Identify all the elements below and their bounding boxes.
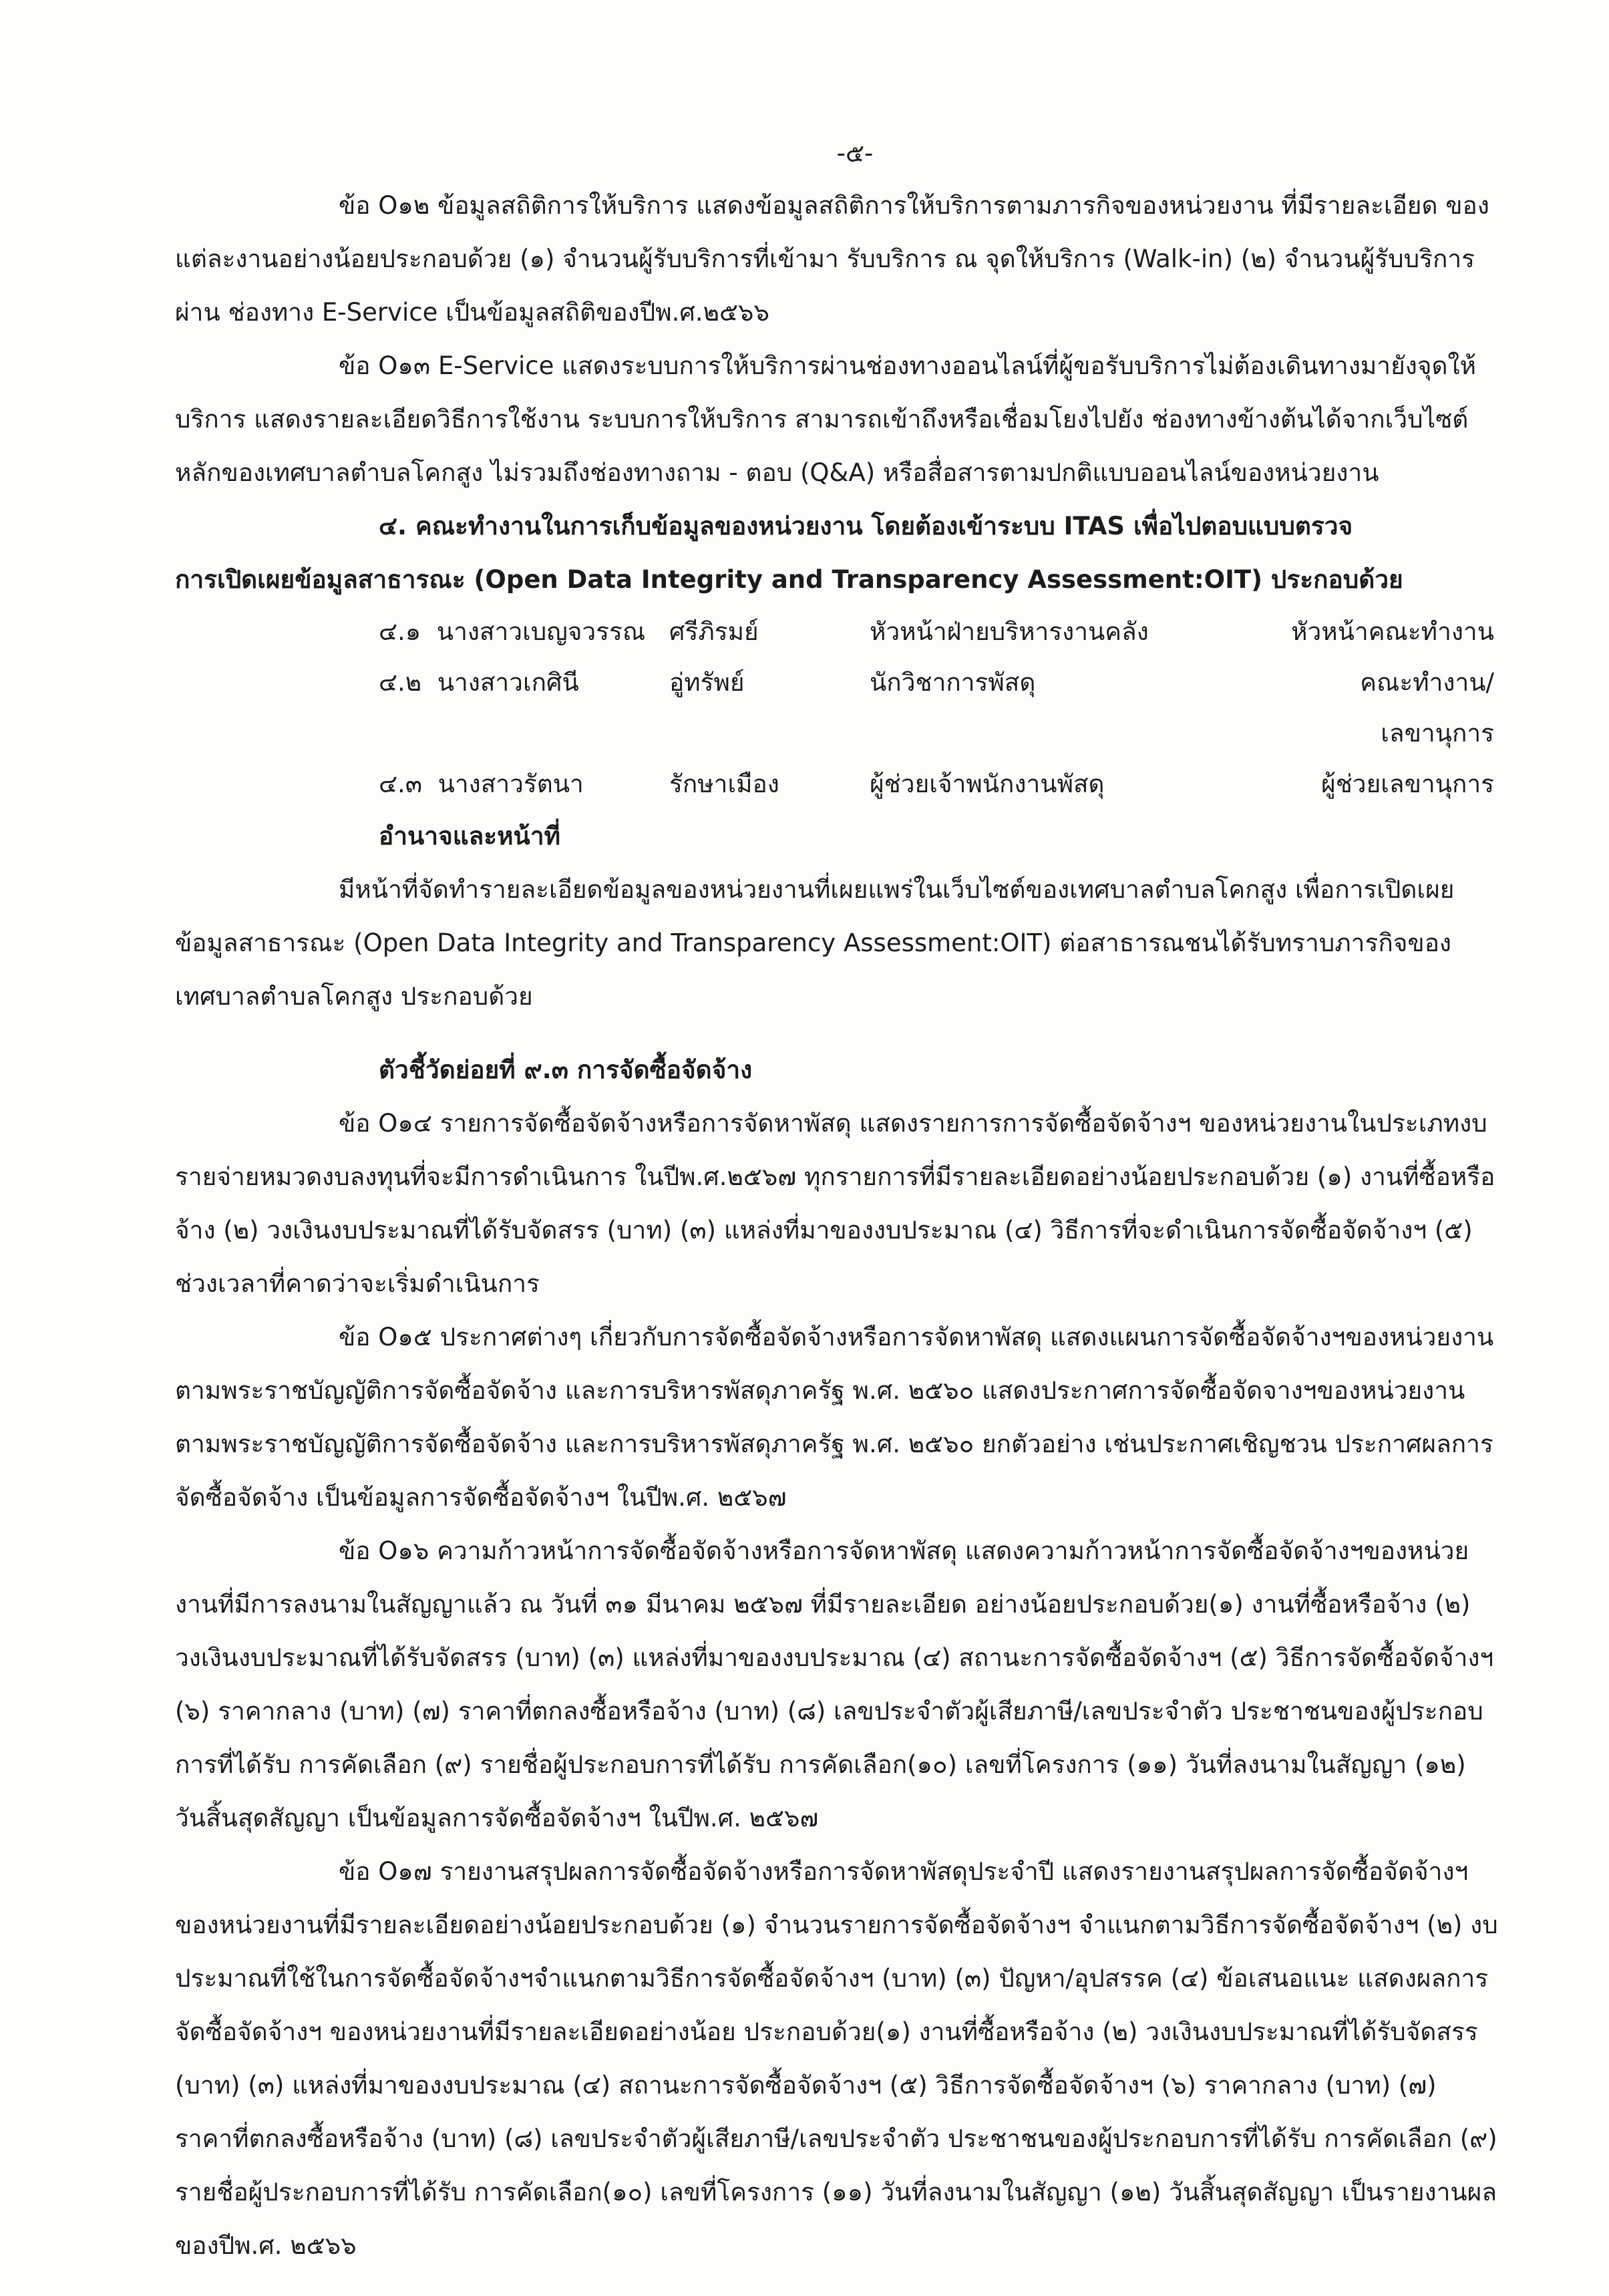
member-surname: รักษาเมือง bbox=[669, 770, 779, 798]
member-no-name: ๔.๒ นางสาวเกศินี bbox=[379, 668, 579, 697]
section-4-heading: ๔. คณะทำงานในการเก็บข้อมูลของหน่วยงาน โดยต้องเข้าระบบ ITAS เพื่อไปตอบแบบตรวจ bbox=[379, 512, 1353, 540]
member-role: ผู้ช่วยเลขานุการ bbox=[1321, 770, 1494, 798]
member-role: หัวหน้าคณะทำงาน bbox=[1291, 617, 1494, 646]
member-surname: อู่ทรัพย์ bbox=[669, 668, 745, 697]
member-no-name: ๔.๓ นางสาวรัตนา bbox=[379, 770, 584, 798]
page-number: -๕- bbox=[836, 139, 874, 168]
member-position: ผู้ช่วยเจ้าพนักงานพัสดุ bbox=[870, 770, 1105, 798]
indicator-heading: ตัวชี้วัดย่อยที่ ๙.๓ การจัดซื้อจัดจ้าง bbox=[379, 1055, 753, 1084]
member-row bbox=[175, 657, 1501, 759]
authority-text: มีหน้าที่จัดทำรายละเอียดข้อมูลของหน่วยงานที่เผยแพร่ในเว็บไซต์ของเทศบาลตำบลโคกสูง เพื่อการเปิดเผยข้อมูลสาธารณะ (Open Data Integrity and Transparency Assessment:OIT) ต่อสาธารณชนได้รับทราบภารกิจของเทศบาลตำบลโคกสูง ประกอบด้วย bbox=[175, 875, 1455, 1011]
member-position: หัวหน้าฝ่ายบริหารงานคลัง bbox=[870, 617, 1149, 646]
section-4-heading-cont: การเปิดเผยข้อมูลสาธารณะ (Open Data Integrity and Transparency Assessment:OIT) ประกอบด้วย bbox=[175, 565, 1403, 594]
member-row bbox=[175, 759, 1501, 810]
paragraph-o14: ข้อ O๑๔ รายการจัดซื้อจัดจ้างหรือการจัดหาพัสดุ แสดงรายการการจัดซื้อจัดจ้างฯ ของหน่วยงานในประเภทงบรายจ่ายหมวดงบลงทุนที่จะมีการดำเนินการ ในปีพ.ศ.๒๕๖๗ ทุกรายการที่มีรายละเอียดอย่างน้อยประกอบด้วย (๑) งานที่ซื้อหรือจ้าง (๒) วงเงินงบประมาณที่ได้รับจัดสรร (บาท) (๓) แหล่งที่มาของงบประมาณ (๔) วิธีการที่จะดำเนินการจัดซื้อจัดจ้างฯ (๕) ช่วงเวลาที่คาดว่าจะเริ่มดำเนินการ bbox=[175, 1109, 1495, 1298]
paragraph-o12: ข้อ O๑๒ ข้อมูลสถิติการให้บริการ แสดงข้อมูลสถิติการให้บริการตามภารกิจของหน่วยงาน ที่มีรายละเอียด ของแต่ละงานอย่างน้อยประกอบด้วย (๑) จำนวนผู้รับบริการที่เข้ามา รับบริการ ณ จุดให้บริการ (Walk-in) (๒) จำนวนผู้รับบริการผ่าน ช่องทาง E-Service เป็นข้อมูลสถิติของปีพ.ศ.๒๕๖๖ bbox=[175, 191, 1489, 327]
member-surname: ศรีภิรมย์ bbox=[669, 617, 759, 646]
member-role: คณะทำงาน/เลขานุการ bbox=[1360, 668, 1494, 748]
paragraph-o15: ข้อ O๑๕ ประกาศต่างๆ เกี่ยวกับการจัดซื้อจัดจ้างหรือการจัดหาพัสดุ แสดงแผนการจัดซื้อจัดจ้างฯของหน่วยงาน ตามพระราชบัญญัติการจัดซื้อจัดจ้าง และการบริหารพัสดุภาครัฐ พ.ศ. ๒๕๖๐ แสดงประกาศการจัดซื้อจัดจางฯของหน่วยงาน ตามพระราชบัญญัติการจัดซื้อจัดจ้าง และการบริหารพัสดุภาครัฐ พ.ศ. ๒๕๖๐ ยกตัวอย่าง เช่นประกาศเชิญชวน ประกาศผลการจัดซื้อจัดจ้าง เป็นข้อมูลการจัดซื้อจัดจ้างฯ ในปีพ.ศ. ๒๕๖๗ bbox=[175, 1323, 1494, 1512]
paragraph-o16: ข้อ O๑๖ ความก้าวหน้าการจัดซื้อจัดจ้างหรือการจัดหาพัสดุ แสดงความก้าวหน้าการจัดซื้อจัดจ้างฯของหน่วยงานที่มีการลงนามในสัญญาแล้ว ณ วันที่ ๓๑ มีนาคม ๒๕๖๗ ที่มีรายละเอียด อย่างน้อยประกอบด้วย(๑) งานที่ซื้อหรือจ้าง (๒) วงเงินงบประมาณที่ได้รับจัดสรร (บาท) (๓) แหล่งที่มาของงบประมาณ (๔) สถานะการจัดซื้อจัดจ้างฯ (๕) วิธีการจัดซื้อจัดจ้างฯ (๖) ราคากลาง (บาท) (๗) ราคาที่ตกลงซื้อหรือจ้าง (บาท) (๘) เลขประจำตัวผู้เสียภาษี/เลขประจำตัว ประชาชนของผู้ประกอบการที่ได้รับ การคัดเลือก (๙) รายชื่อผู้ประกอบการที่ได้รับ การคัดเลือก(๑๐) เลขที่โครงการ (๑๑) วันที่ลงนามในสัญญา (๑๒) วันสิ้นสุดสัญญา เป็นข้อมูลการจัดซื้อจัดจ้างฯ ในปีพ.ศ. ๒๕๖๗ bbox=[175, 1536, 1494, 1832]
member-no-name: ๔.๑ นางสาวเบญจวรรณ bbox=[379, 617, 646, 646]
paragraph-o17: ข้อ O๑๗ รายงานสรุปผลการจัดซื้อจัดจ้างหรือการจัดหาพัสดุประจำปี แสดงรายงานสรุปผลการจัดซื้อจัดจ้างฯ ของหน่วยงานที่มีรายละเอียดอย่างน้อยประกอบด้วย (๑) จำนวนรายการจัดซื้อจัดจ้างฯ จำแนกตามวิธีการจัดซื้อจัดจ้างฯ (๒) งบประมาณที่ใช้ในการจัดซื้อจัดจ้างฯจำแนกตามวิธีการจัดซื้อจัดจ้างฯ (บาท) (๓) ปัญหา/อุปสรรค (๔) ข้อเสนอแนะ แสดงผลการจัดซื้อจัดจ้างฯ ของหน่วยงานที่มีรายละเอียดอย่างน้อย ประกอบด้วย(๑) งานที่ซื้อหรือจ้าง (๒) วงเงินงบประมาณที่ได้รับจัดสรร (บาท) (๓) แหล่งที่มาของงบประมาณ (๔) สถานะการจัดซื้อจัดจ้างฯ (๕) วิธีการจัดซื้อจัดจ้างฯ (๖) ราคากลาง (บาท) (๗) ราคาที่ตกลงซื้อหรือจ้าง (บาท) (๘) เลขประจำตัวผู้เสียภาษี/เลขประจำตัว ประชาชนของผู้ประกอบการที่ได้รับ การคัดเลือก (๙) รายชื่อผู้ประกอบการที่ได้รับ การคัดเลือก(๑๐) เลขที่โครงการ (๑๑) วันที่ลงนามในสัญญา (๑๒) วันสิ้นสุดสัญญา เป็นรายงานผลของปีพ.ศ. ๒๕๖๖ bbox=[175, 1857, 1498, 2260]
member-row bbox=[175, 607, 1501, 657]
document-body bbox=[175, 179, 1501, 2273]
paragraph-o13: ข้อ O๑๓ E-Service แสดงระบบการให้บริการผ่านช่องทางออนไลน์ที่ผู้ขอรับบริการไม่ต้องเดินทางมายังจุดให้บริการ แสดงรายละเอียดวิธีการใช้งาน ระบบการให้บริการ สามารถเข้าถึงหรือเชื่อมโยงไปยัง ช่องทางข้างต้นได้จากเว็บไซต์หลักของเทศบาลตำบลโคกสูง ไม่รวมถึงช่องทางถาม - ตอบ (Q&A) หรือสื่อสารตามปกติแบบออนไลน์ของหน่วยงาน bbox=[175, 351, 1476, 487]
authority-heading: อำนาจและหน้าที่ bbox=[379, 822, 560, 850]
member-position: นักวิชาการพัสดุ bbox=[870, 668, 1036, 697]
